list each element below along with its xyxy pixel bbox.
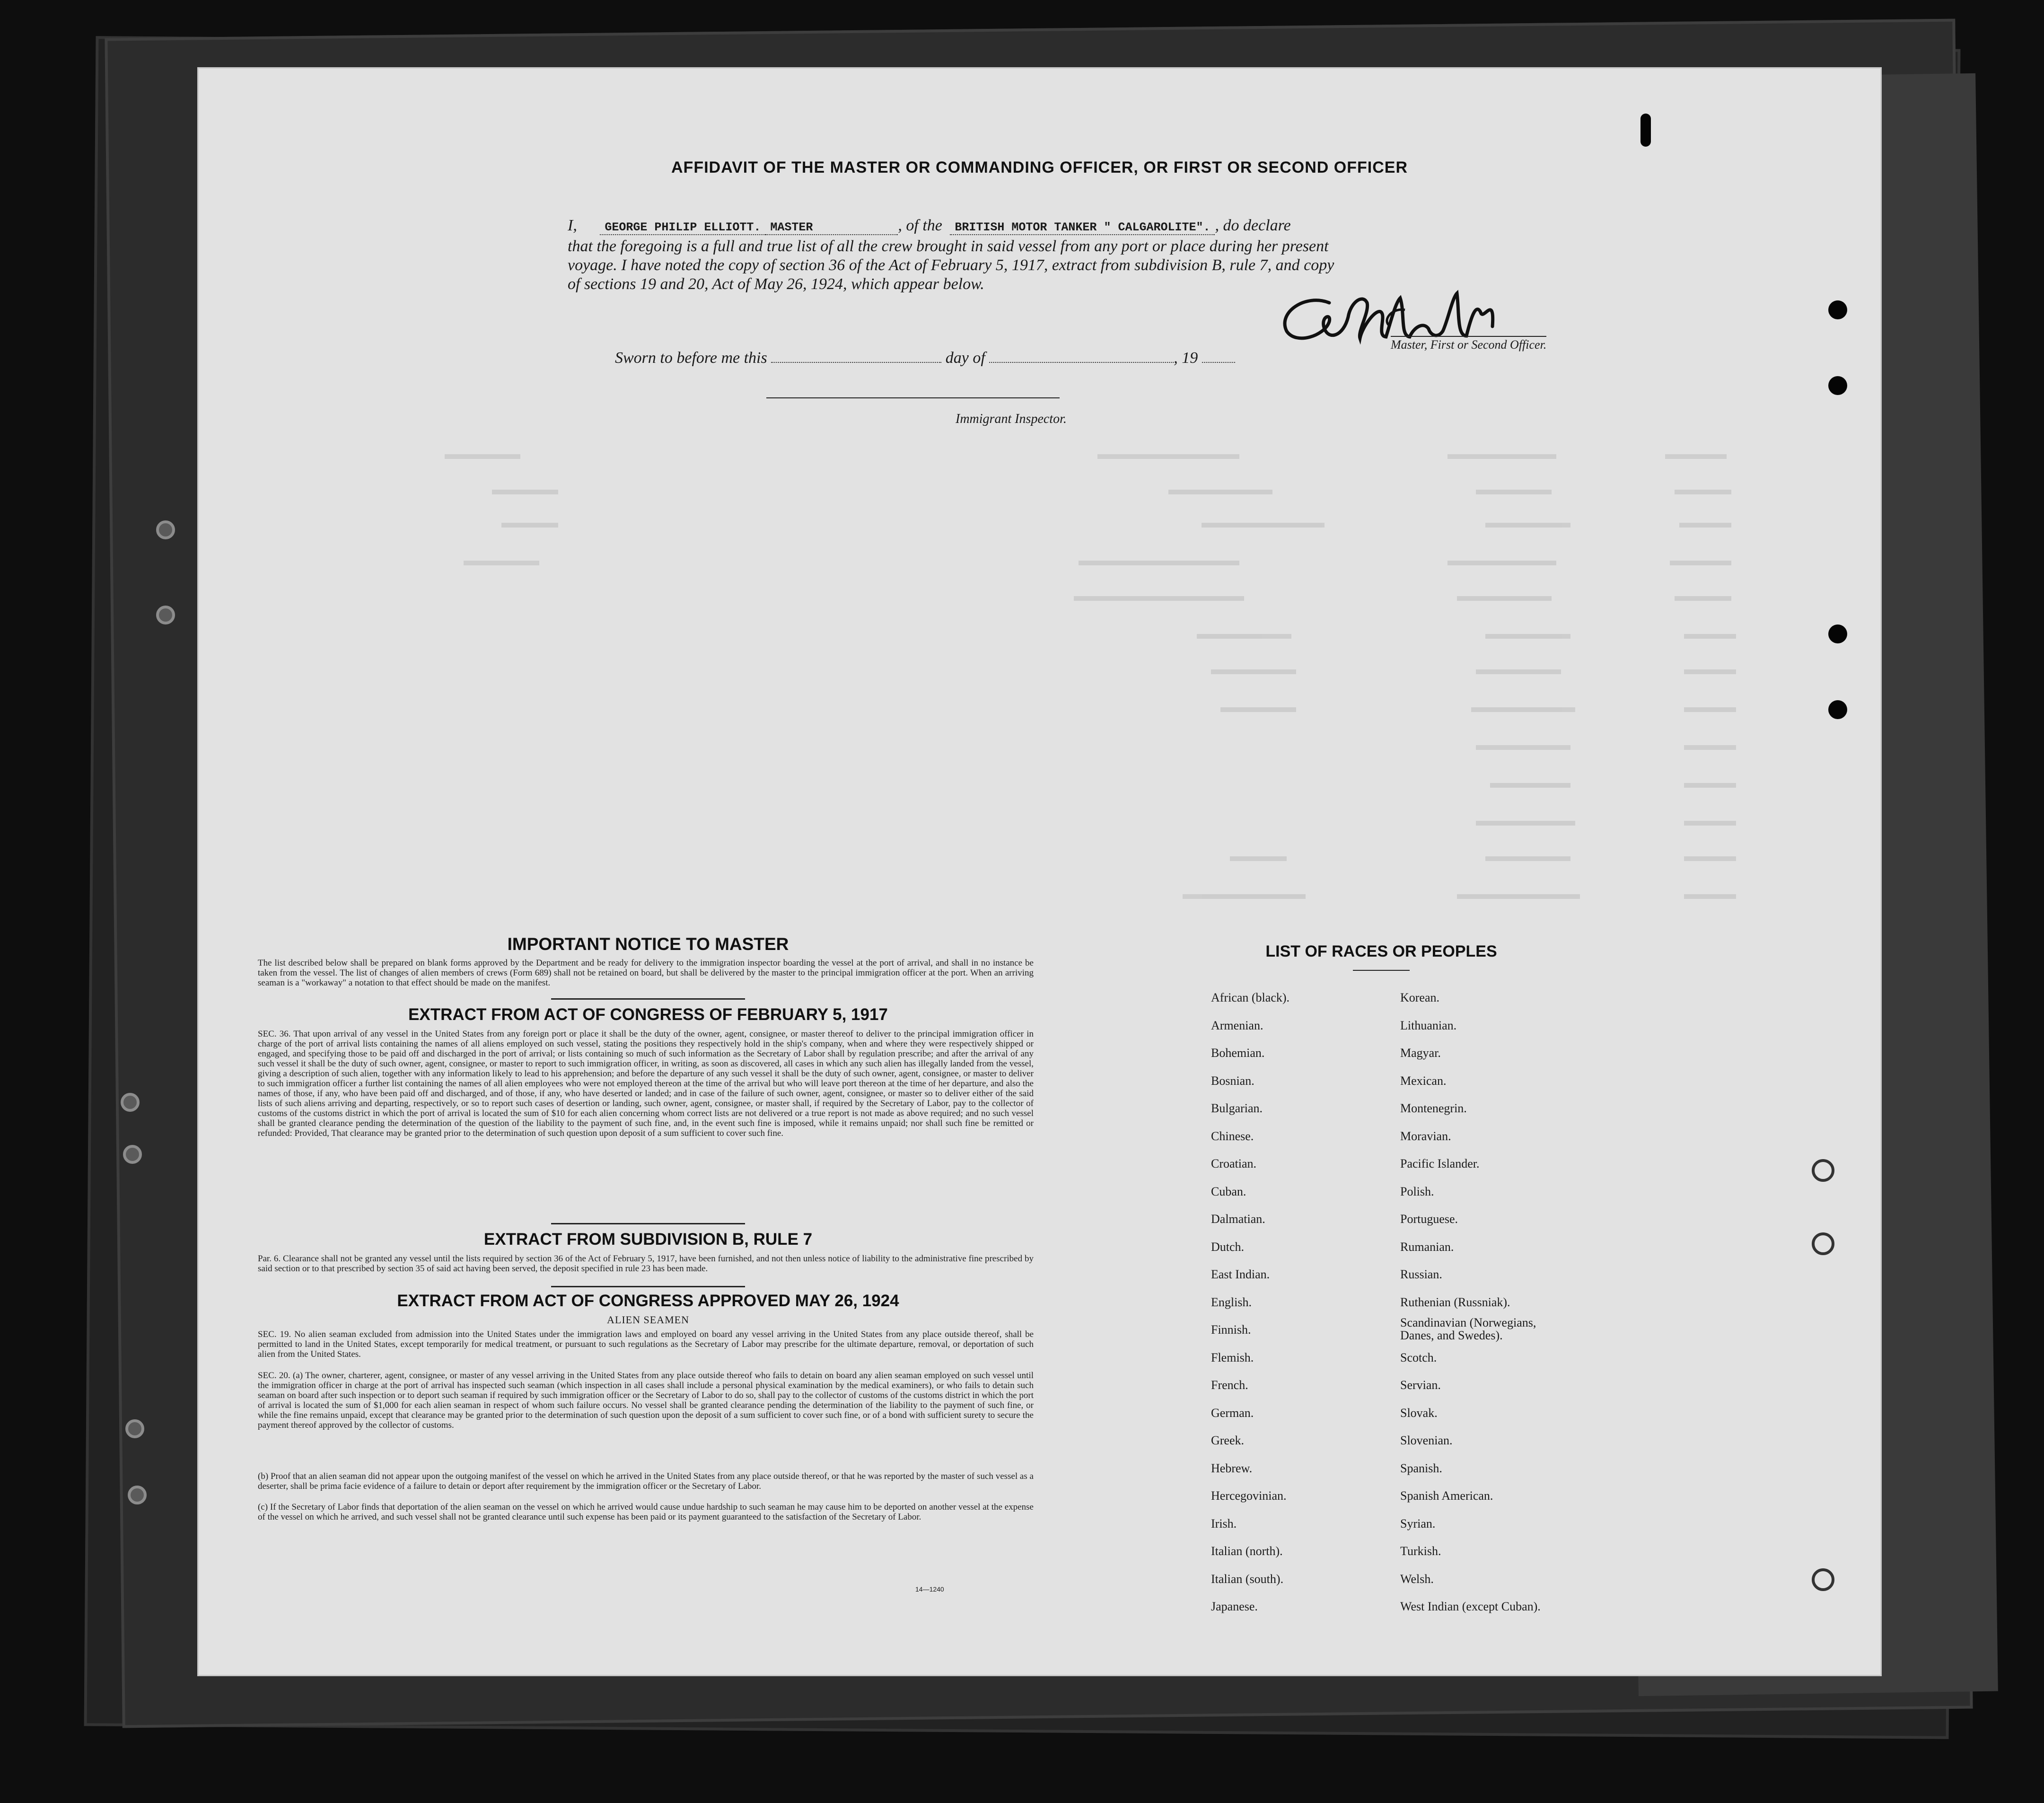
- race-item: Ruthenian (Russniak).: [1400, 1295, 1510, 1309]
- race-item: Russian.: [1400, 1267, 1442, 1281]
- race-item: Armenian.: [1211, 1018, 1263, 1032]
- race-item: Dalmatian.: [1211, 1212, 1265, 1226]
- notice-title: IMPORTANT NOTICE TO MASTER: [507, 934, 789, 954]
- binder-ring-icon: [123, 1145, 142, 1164]
- race-item: French.: [1211, 1378, 1248, 1392]
- eyelet-hole-icon: [1812, 1232, 1834, 1255]
- divider: [1353, 970, 1410, 971]
- race-item: Polish.: [1400, 1184, 1434, 1198]
- affidavit-title: AFFIDAVIT OF THE MASTER OR COMMANDING OFFICER, OR FIRST OR SECOND OFFICER: [671, 158, 1408, 176]
- sworn-month-blank: [989, 348, 1174, 363]
- declaration-text: [568, 216, 1712, 294]
- race-item: Bulgarian.: [1211, 1101, 1263, 1115]
- race-item: Servian.: [1400, 1378, 1441, 1392]
- races-left-column: [1211, 984, 1290, 1621]
- vessel-name-field: BRITISH MOTOR TANKER " CALGAROLITE".: [950, 220, 1215, 235]
- race-item: Welsh.: [1400, 1572, 1434, 1586]
- declaration-line-3: voyage. I have noted the copy of section 36 of the Act of February 5, 1917, extract from subdivision B, rule 7, and copy: [568, 256, 1334, 274]
- sworn-year-blank: [1202, 348, 1235, 363]
- race-item: Hebrew.: [1211, 1461, 1253, 1475]
- act-1924-sec19: SEC. 19. No alien seaman excluded from admission into the United States under the immigration laws and employed on board any vessel arriving in the United States from any place outside thereof, shall be permitted to land in the United States, except temporarily for medical treatment, or pursuant to such regulations as the Secretary of Labor may prescribe for the ultimate departure, removal, or deportation of such alien from the United States.: [258, 1329, 1034, 1359]
- race-item: Hercegovinian.: [1211, 1489, 1287, 1503]
- declaration-line-4: of sections 19 and 20, Act of May 26, 1924, which appear below.: [568, 275, 984, 293]
- declaration-line-2: that the foregoing is a full and true list of all the crew brought in said vessel from any port or place during her present: [568, 237, 1329, 255]
- sworn-prefix: Sworn to before me this: [615, 349, 767, 367]
- race-item: German.: [1211, 1406, 1254, 1420]
- act-1924-sec20c: (c) If the Secretary of Labor finds that deportation of the alien seaman on the vessel on which he arrived would cause undue hardship to such seaman he may cause him to be deported on another vessel at the expense of the vessel on which he arrived, and such vessel shall not be granted clearance until such expense has been paid or its payment guaranteed to the satisfaction of the Secretary of Labor.: [258, 1502, 1034, 1522]
- race-item: Rumanian.: [1400, 1240, 1454, 1254]
- declaration-line-1: [568, 216, 1712, 237]
- race-item: Slovak.: [1400, 1406, 1438, 1420]
- race-item: Irish.: [1211, 1516, 1237, 1530]
- race-item: Korean.: [1400, 991, 1440, 1004]
- race-item: Dutch.: [1211, 1240, 1245, 1254]
- race-item: Portuguese.: [1400, 1212, 1458, 1226]
- punch-hole-icon: [1828, 300, 1847, 319]
- race-item: Scandinavian (Norwegians, Danes, and Swedes).: [1400, 1316, 1536, 1342]
- race-item: Cuban.: [1211, 1184, 1246, 1198]
- rule7-body: Par. 6. Clearance shall not be granted any vessel until the lists required by section 36 of the Act of February 5, 1917, have been furnished, and not then unless notice of liability to the administrative fine prescribed by said section or to that prescribed by section 35 of said act having been served, the deposit specified in rule 23 has been made.: [258, 1254, 1034, 1274]
- act-1917-title: EXTRACT FROM ACT OF CONGRESS OF FEBRUARY 5, 1917: [408, 1005, 888, 1024]
- races-right-column: [1400, 984, 1570, 1621]
- punch-hole-icon: [1828, 700, 1847, 719]
- divider: [551, 998, 745, 1000]
- race-item: Chinese.: [1211, 1129, 1254, 1143]
- race-item: English.: [1211, 1295, 1252, 1309]
- declaration-intro: I,: [568, 217, 577, 234]
- race-item: Magyar.: [1400, 1046, 1441, 1060]
- act-1917-body: SEC. 36. That upon arrival of any vessel in the United States from any foreign port or place it shall be the duty of the owner, agent, consignee, or master thereof to deliver to the principal immigration officer in charge of the port of arrival lists containing the names of all aliens employed on such vessel, stating the positions they respectively hold in the ship's company, when and where they were respectively shipped or engaged, and specifying those to be paid off and discharged in the port of arrival; or lists containing so much of such information as the Secretary of Labor shall by regulation prescribe; and after the arrival of any such vessel it shall be the duty of such owner, agent, consignee, or master to report to such immigration officer, in writing, as soon as discovered, all cases in which any such alien has illegally landed from the vessel, giving a description of such alien, together with any information likely to lead to his apprehension; and before the departure of any such vessel it shall be the duty of such owner, agent, consignee, or master to deliver to such immigration officer a further list containing the names of all alien employees who were not employed thereon at the time of the arrival but who will leave port thereon at the time of her departure, and also the names of those, if any, who have been paid off and discharged, and of those, if any, who have deserted or landed; and in case of the failure of such owner, agent, consignee, or master so to deliver either of the said lists of such aliens arriving and departing, respectively, or so to report such cases of desertion or landing, such owner, agent, consignee, or master shall, if required by the Secretary of Labor, pay to the collector of customs of the customs district in which the port of arrival is located the sum of $10 for each alien concerning whom correct lists are not delivered or a true report is not made as above required; and no such vessel shall be granted clearance pending the determination of the question of the liability to the payment of such fine, and, in the event such fine is imposed, while it remains unpaid; nor shall such fine be remitted or refunded: Provided, That clearance may be granted prior to the determination of such question upon deposit of a sum sufficient to cover such fine.: [258, 1029, 1034, 1138]
- eyelet-hole-icon: [1812, 1159, 1834, 1182]
- race-item: Turkish.: [1400, 1544, 1441, 1558]
- race-item: West Indian (except Cuban).: [1400, 1600, 1541, 1613]
- race-item: Spanish American.: [1400, 1489, 1493, 1503]
- race-item: Bohemian.: [1211, 1046, 1265, 1060]
- race-item: Finnish.: [1211, 1323, 1251, 1337]
- binder-ring-icon: [128, 1486, 147, 1504]
- race-item: Bosnian.: [1211, 1073, 1254, 1088]
- binder-ring-icon: [121, 1093, 140, 1112]
- races-title: LIST OF RACES OR PEOPLES: [1265, 942, 1497, 960]
- race-item: Flemish.: [1211, 1350, 1254, 1364]
- inspector-label: Immigrant Inspector.: [956, 412, 1067, 426]
- binder-ring-icon: [156, 520, 175, 539]
- race-item: Moravian.: [1400, 1129, 1451, 1143]
- act-1924-title: EXTRACT FROM ACT OF CONGRESS APPROVED MAY 26, 1924: [397, 1292, 899, 1310]
- race-item: Greek.: [1211, 1434, 1245, 1447]
- race-item: Lithuanian.: [1400, 1018, 1457, 1032]
- race-item: Mexican.: [1400, 1073, 1447, 1088]
- divider: [551, 1286, 745, 1287]
- declaration-declare: , do declare: [1215, 217, 1291, 234]
- inspector-signature-line: [766, 397, 1060, 398]
- sworn-line: [615, 348, 1235, 367]
- race-item: East Indian.: [1211, 1267, 1270, 1281]
- binder-ring-icon: [156, 606, 175, 624]
- eyelet-hole-icon: [1812, 1568, 1834, 1591]
- act-1924-subtitle: ALIEN SEAMEN: [607, 1314, 689, 1326]
- act-1924-sec20a: SEC. 20. (a) The owner, charterer, agent, consignee, or master of any vessel arriving in the United States from any place outside thereof who fails to detain on board any alien seaman employed on such vessel until the immigration officer in charge at the port of arrival has inspected such seaman (which inspection in all cases shall include a personal physical examination by the medical examiners), or who fails to detain such seaman on board after such inspection or to deport such seaman if required by such immigration officer or the Secretary of Labor to do so, shall pay to the collector of customs of the customs district in which the port of arrival is located the sum of $1,000 for each alien seaman in respect of whom such failure occurs. No vessel shall be granted clearance pending the determination of the liability to the payment of such fine, or while the fine remains unpaid, except that clearance may be granted prior to the determination of such question upon the deposit of a sum sufficient to cover such fine, or of a bond with sufficient surety to secure the payment thereof approved by the collector of customs.: [258, 1371, 1034, 1430]
- sworn-day-label: day of: [945, 349, 985, 367]
- rule7-title: EXTRACT FROM SUBDIVISION B, RULE 7: [483, 1230, 813, 1249]
- punch-hole-icon: [1828, 624, 1847, 643]
- divider: [551, 1223, 745, 1224]
- race-item: Italian (south).: [1211, 1572, 1284, 1586]
- race-item: Spanish.: [1400, 1461, 1442, 1475]
- sworn-day-blank: [771, 348, 941, 363]
- race-item: Slovenian.: [1400, 1434, 1453, 1447]
- race-item: Scotch.: [1400, 1350, 1437, 1364]
- notice-body: The list described below shall be prepared on blank forms approved by the Department and be ready for delivery to the immigration inspector boarding the vessel at the port of arrival, and shall in no instance be taken from the vessel. The list of changes of alien members of crews (Form 689) shall not be retained on board, but shall be delivered by the master to the principal immigration officer at the port. When an arriving seaman is a "workaway" a notation to that effect should be made on the manifest.: [258, 958, 1034, 988]
- master-title-field: MASTER: [765, 220, 898, 235]
- signature-label: Master, First or Second Officer.: [1391, 336, 1546, 352]
- race-item: Croatian.: [1211, 1157, 1257, 1170]
- act-1924-sec20b: (b) Proof that an alien seaman did not appear upon the outgoing manifest of the vessel on which he arrived in the United States from any place outside thereof, or that he was reported by the master of such vessel as a deserter, shall be prima facie evidence of a failure to detain or deport after requirement by the immigration officer or the Secretary of Labor.: [258, 1471, 1034, 1491]
- race-item: African (black).: [1211, 991, 1290, 1004]
- master-name-field: GEORGE PHILIP ELLIOTT.: [600, 220, 765, 235]
- punch-hole-icon: [1828, 376, 1847, 395]
- race-item: Syrian.: [1400, 1516, 1436, 1530]
- declaration-of-the: , of the: [898, 217, 942, 234]
- ink-blot-icon: [1640, 114, 1651, 147]
- sworn-year-label: , 19: [1174, 349, 1198, 367]
- race-item: Italian (north).: [1211, 1544, 1283, 1558]
- form-number: 14—1240: [915, 1585, 944, 1593]
- race-item: Japanese.: [1211, 1600, 1258, 1613]
- binder-ring-icon: [125, 1419, 144, 1438]
- race-item: Montenegrin.: [1400, 1101, 1467, 1115]
- document-page: [199, 69, 1880, 1675]
- race-item: Pacific Islander.: [1400, 1157, 1480, 1170]
